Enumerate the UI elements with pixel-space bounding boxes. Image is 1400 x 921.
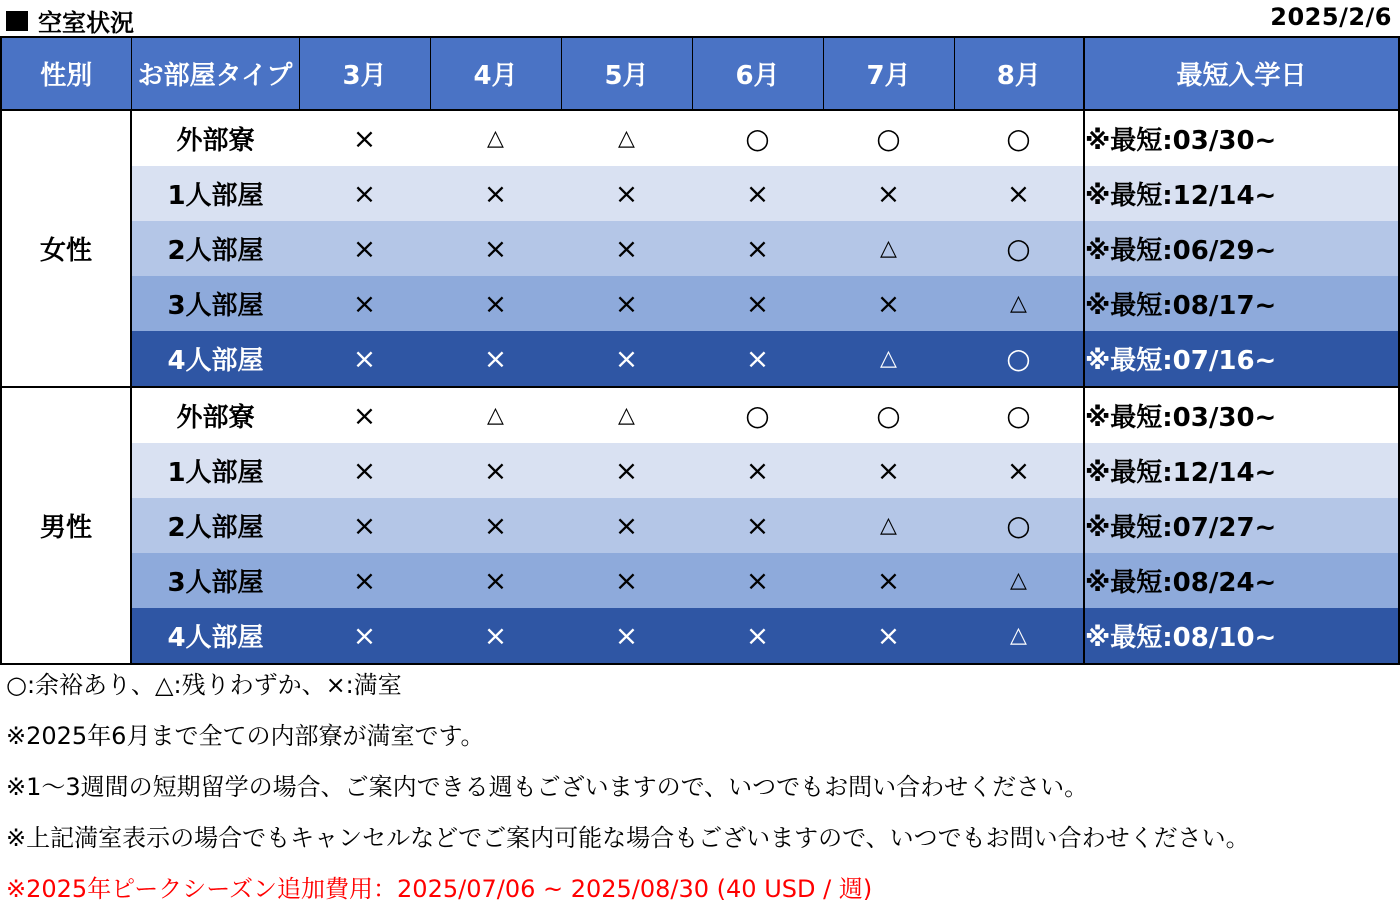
availability-mark-cell: ×	[561, 221, 692, 276]
availability-mark-cell: ×	[561, 608, 692, 664]
availability-mark-cell: ×	[430, 221, 561, 276]
page-title	[6, 3, 134, 38]
availability-mark-cell: ×	[954, 166, 1084, 221]
availability-mark-cell: ×	[692, 498, 823, 553]
availability-mark-cell: △	[430, 387, 561, 443]
col-header-may: 5月	[561, 37, 692, 110]
availability-mark-cell: ×	[299, 498, 430, 553]
availability-mark-cell: ×	[430, 276, 561, 331]
table-row	[1, 608, 1399, 664]
availability-mark-cell: ×	[692, 221, 823, 276]
col-header-march: 3月	[299, 37, 430, 110]
availability-mark-cell: ×	[299, 608, 430, 664]
table-header-row	[1, 37, 1399, 110]
availability-mark-cell: ×	[823, 553, 954, 608]
availability-mark-cell: ×	[692, 166, 823, 221]
availability-mark-cell: ×	[430, 331, 561, 387]
room-type-cell: 2人部屋	[131, 498, 299, 553]
availability-mark-cell: ×	[823, 608, 954, 664]
availability-mark-cell: △	[561, 387, 692, 443]
earliest-date-cell: ※最短:08/10~	[1084, 608, 1399, 664]
col-header-gender: 性別	[1, 37, 131, 110]
availability-mark-cell: ○	[954, 221, 1084, 276]
availability-mark-cell: ○	[954, 110, 1084, 166]
earliest-date-cell: ※最短:03/30~	[1084, 387, 1399, 443]
room-type-cell: 1人部屋	[131, 443, 299, 498]
room-type-cell: 3人部屋	[131, 276, 299, 331]
vacancy-table	[0, 36, 1400, 665]
table-row	[1, 166, 1399, 221]
availability-mark-cell: ×	[823, 276, 954, 331]
table-row	[1, 276, 1399, 331]
availability-mark-cell: △	[561, 110, 692, 166]
availability-mark-cell: ×	[692, 276, 823, 331]
note-line: ※1～3週間の短期留学の場合、ご案内できる週もございますので、いつでもお問い合わせください。	[6, 773, 1089, 801]
availability-mark-cell: ×	[561, 166, 692, 221]
table-row	[1, 387, 1399, 443]
table-row	[1, 221, 1399, 276]
square-bullet-icon	[6, 11, 28, 31]
note-line: ※2025年ピークシーズン追加費用：2025/07/06 ~ 2025/08/30 (40 USD / 週)	[6, 875, 873, 903]
note-line: ○:余裕あり、△:残りわずか、×:満室	[6, 671, 402, 699]
availability-mark-cell: ×	[299, 166, 430, 221]
availability-mark-cell: ×	[430, 443, 561, 498]
col-header-august: 8月	[954, 37, 1084, 110]
availability-mark-cell: ×	[430, 498, 561, 553]
availability-mark-cell: ×	[430, 166, 561, 221]
table-row	[1, 331, 1399, 387]
availability-mark-cell: △	[823, 221, 954, 276]
table-row	[1, 443, 1399, 498]
availability-mark-cell: ×	[299, 331, 430, 387]
availability-mark-cell: ×	[692, 331, 823, 387]
table-row	[1, 498, 1399, 553]
availability-mark-cell: ×	[299, 553, 430, 608]
col-header-june: 6月	[692, 37, 823, 110]
col-header-july: 7月	[823, 37, 954, 110]
availability-mark-cell: △	[954, 608, 1084, 664]
earliest-date-cell: ※最短:12/14~	[1084, 443, 1399, 498]
earliest-date-cell: ※最短:07/27~	[1084, 498, 1399, 553]
availability-mark-cell: ×	[299, 443, 430, 498]
availability-mark-cell: ×	[692, 553, 823, 608]
col-header-april: 4月	[430, 37, 561, 110]
availability-mark-cell: ×	[299, 110, 430, 166]
earliest-date-cell: ※最短:03/30~	[1084, 110, 1399, 166]
room-type-cell: 外部寮	[131, 110, 299, 166]
availability-mark-cell: ○	[954, 387, 1084, 443]
col-header-room-type: お部屋タイプ	[131, 37, 299, 110]
availability-mark-cell: ×	[692, 608, 823, 664]
availability-mark-cell: ×	[561, 276, 692, 331]
room-type-cell: 3人部屋	[131, 553, 299, 608]
availability-mark-cell: △	[823, 498, 954, 553]
availability-mark-cell: ×	[823, 443, 954, 498]
room-type-cell: 外部寮	[131, 387, 299, 443]
availability-mark-cell: ×	[692, 443, 823, 498]
earliest-date-cell: ※最短:07/16~	[1084, 331, 1399, 387]
availability-mark-cell: ○	[823, 387, 954, 443]
note-line: ※2025年6月まで全ての内部寮が満室です。	[6, 722, 485, 750]
availability-mark-cell: ×	[430, 608, 561, 664]
earliest-date-cell: ※最短:12/14~	[1084, 166, 1399, 221]
room-type-cell: 2人部屋	[131, 221, 299, 276]
earliest-date-cell: ※最短:08/24~	[1084, 553, 1399, 608]
availability-mark-cell: △	[954, 276, 1084, 331]
availability-mark-cell: ○	[954, 498, 1084, 553]
room-type-cell: 4人部屋	[131, 608, 299, 664]
page-title-text: 空室状況	[38, 9, 134, 37]
availability-mark-cell: ×	[299, 221, 430, 276]
earliest-date-cell: ※最短:06/29~	[1084, 221, 1399, 276]
table-row	[1, 553, 1399, 608]
availability-mark-cell: ×	[561, 498, 692, 553]
notes-section	[6, 666, 1396, 921]
availability-mark-cell: ×	[299, 387, 430, 443]
availability-mark-cell: ○	[692, 387, 823, 443]
top-bar	[0, 0, 1400, 36]
availability-mark-cell: ×	[954, 443, 1084, 498]
availability-mark-cell: ×	[299, 276, 430, 331]
note-line: ※上記満室表示の場合でもキャンセルなどでご案内可能な場合もございますので、いつでもお問い合わせください。	[6, 824, 1250, 852]
gender-cell: 男性	[1, 387, 131, 664]
availability-mark-cell: △	[954, 553, 1084, 608]
room-type-cell: 4人部屋	[131, 331, 299, 387]
availability-mark-cell: ×	[561, 553, 692, 608]
update-date: 2025/2/6	[1270, 3, 1392, 31]
gender-cell: 女性	[1, 110, 131, 387]
availability-mark-cell: ×	[430, 553, 561, 608]
availability-mark-cell: ○	[954, 331, 1084, 387]
availability-mark-cell: ×	[561, 331, 692, 387]
earliest-date-cell: ※最短:08/17~	[1084, 276, 1399, 331]
col-header-earliest-date: 最短入学日	[1084, 37, 1399, 110]
availability-mark-cell: ×	[823, 166, 954, 221]
table-row	[1, 110, 1399, 166]
availability-mark-cell: △	[823, 331, 954, 387]
room-type-cell: 1人部屋	[131, 166, 299, 221]
availability-mark-cell: ×	[561, 443, 692, 498]
availability-mark-cell: ○	[823, 110, 954, 166]
availability-mark-cell: ○	[692, 110, 823, 166]
availability-mark-cell: △	[430, 110, 561, 166]
